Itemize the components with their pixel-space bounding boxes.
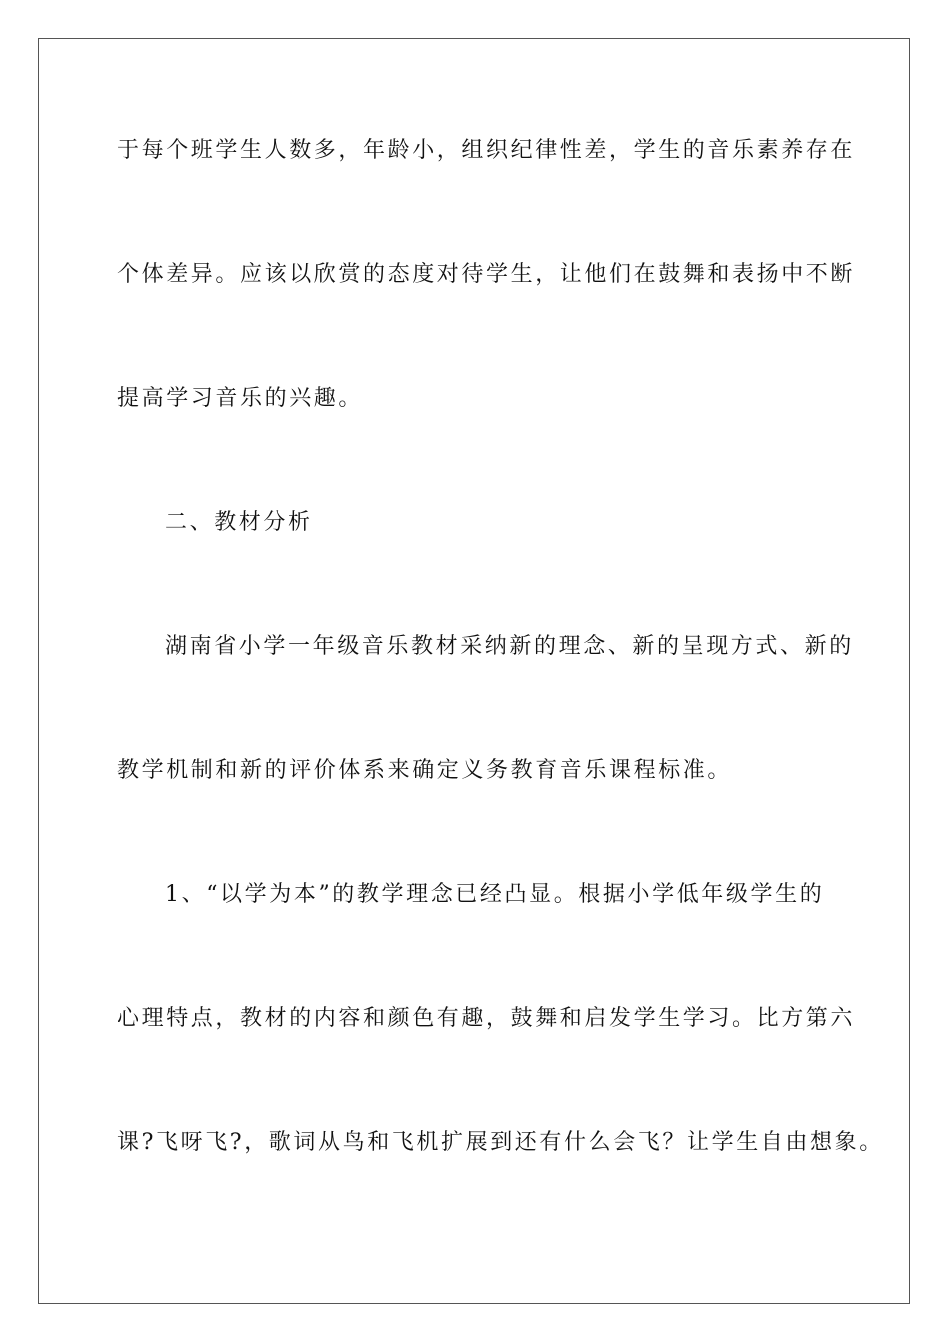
section-heading: 二、教材分析 (165, 510, 313, 535)
paragraph-line-3: 提高学习音乐的兴趣。 (117, 386, 364, 411)
paragraph-line-1: 于每个班学生人数多，年龄小，组织纪律性差，学生的音乐素养存在 (117, 138, 856, 163)
paragraph-line-2: 个体差异。应该以欣赏的态度对待学生，让他们在鼓舞和表扬中不断 (117, 262, 856, 287)
page-border (38, 38, 910, 1304)
paragraph-line-8: 课?飞呀飞?，歌词从鸟和飞机扩展到还有什么会飞？让学生自由想象。 (117, 1130, 884, 1155)
paragraph-line-7: 心理特点，教材的内容和颜色有趣，鼓舞和启发学生学习。比方第六 (117, 1006, 856, 1031)
paragraph-line-6: 1、“以学为本”的教学理念已经凸显。根据小学低年级学生的 (165, 882, 825, 907)
paragraph-line-5: 教学机制和新的评价体系来确定义务教育音乐课程标准。 (117, 758, 733, 783)
paragraph-line-4: 湖南省小学一年级音乐教材采纳新的理念、新的呈现方式、新的 (165, 634, 854, 659)
